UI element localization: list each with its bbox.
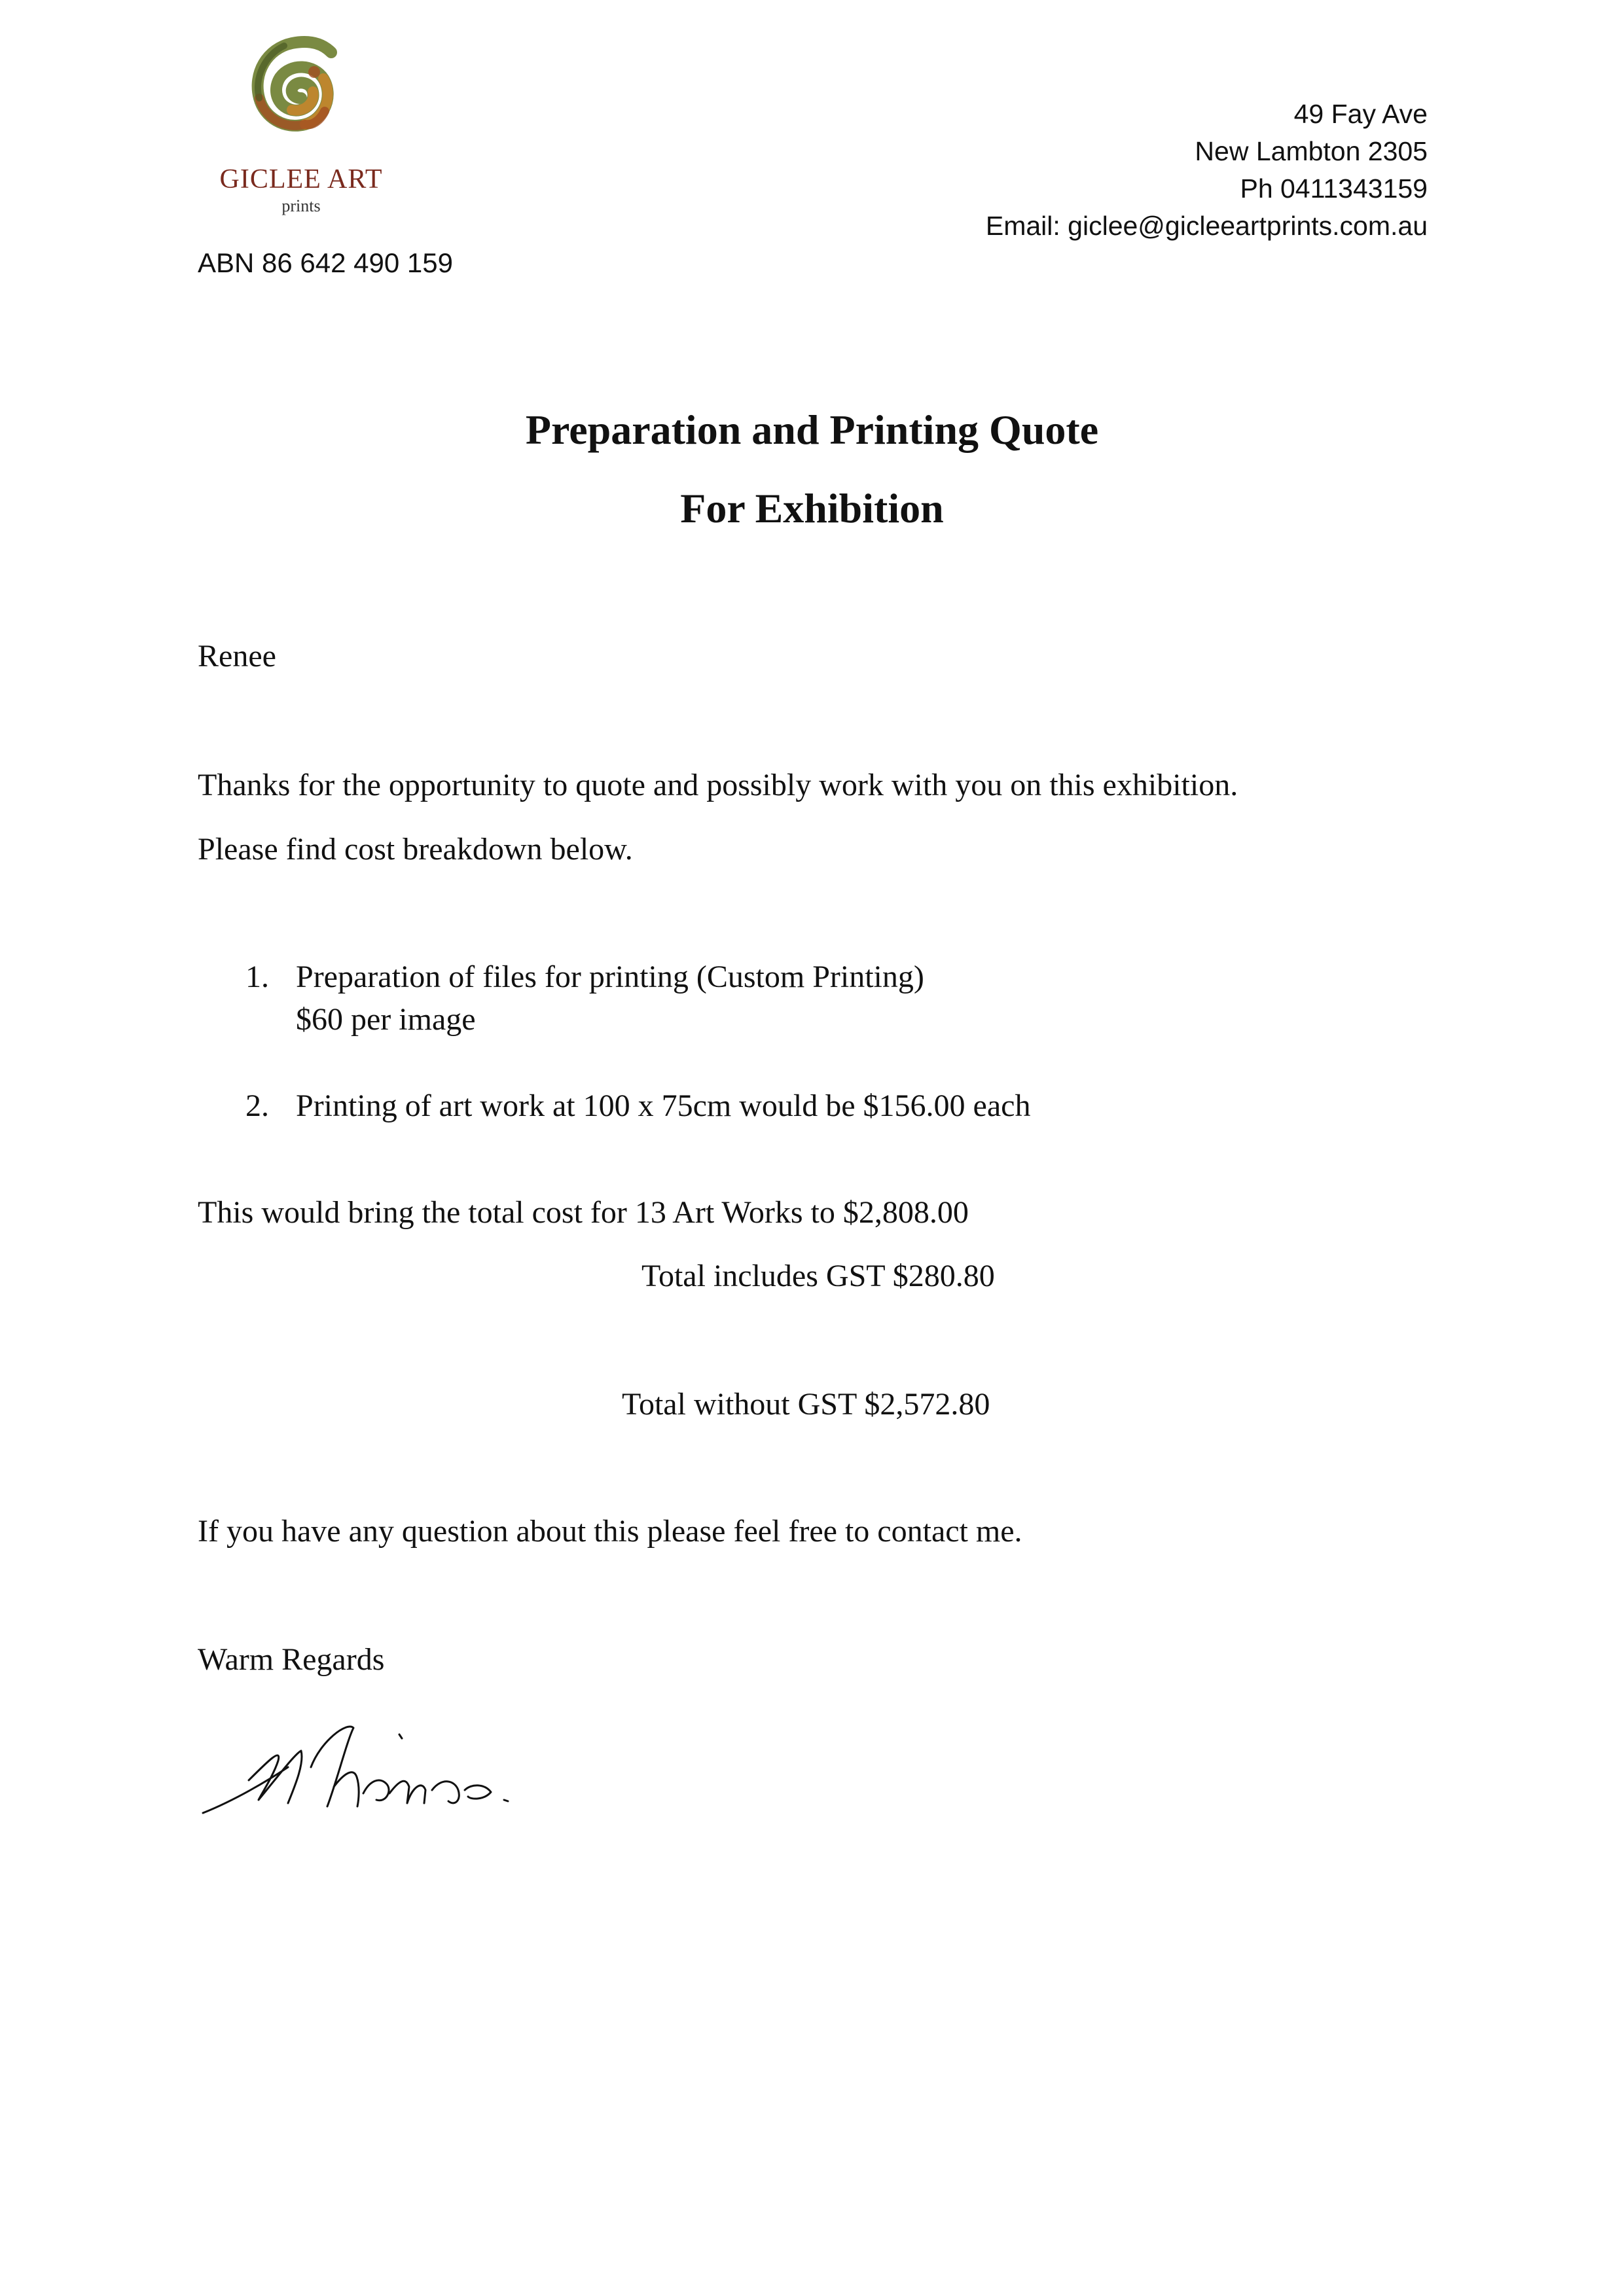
address-street: 49 Fay Ave — [1293, 99, 1428, 129]
total-gst-included: Total includes GST $280.80 — [641, 1259, 995, 1293]
address-block — [986, 96, 1428, 245]
sign-off: Warm Regards — [198, 1642, 385, 1677]
signature — [196, 1715, 589, 1820]
logo-name: GICLEE ART — [219, 164, 383, 194]
list-item-1-price: $60 per image — [296, 1002, 476, 1037]
address-suburb: New Lambton 2305 — [1195, 136, 1428, 166]
handwritten-signature-icon — [196, 1715, 589, 1820]
salutation: Renee — [198, 639, 276, 673]
logo-subtitle: prints — [281, 196, 321, 215]
intro-line-2: Please find cost breakdown below. — [198, 832, 633, 867]
address-phone: Ph 0411343159 — [1240, 173, 1428, 204]
company-logo — [216, 26, 386, 223]
document-subtitle: For Exhibition — [680, 485, 944, 531]
total-without-gst: Total without GST $2,572.80 — [622, 1387, 990, 1422]
abn-number: ABN 86 642 490 159 — [198, 247, 453, 278]
closing-line: If you have any question about this please feel free to contact me. — [198, 1514, 1022, 1549]
document-title: Preparation and Printing Quote — [525, 406, 1099, 453]
list-item-2-text: Printing of art work at 100 x 75cm would be $156.00 each — [296, 1088, 1031, 1123]
list-item-1-text: Preparation of files for printing (Custom Printing) — [296, 960, 924, 994]
list-item-1-number: 1. — [245, 960, 269, 994]
spiral-logo-icon — [216, 26, 386, 164]
intro-line-1: Thanks for the opportunity to quote and possibly work with you on this exhibition. — [198, 768, 1238, 802]
total-summary: This would bring the total cost for 13 Art Works to $2,808.00 — [198, 1195, 969, 1230]
address-email: Email: giclee@gicleeartprints.com.au — [985, 211, 1428, 241]
list-item-2-number: 2. — [245, 1088, 269, 1123]
